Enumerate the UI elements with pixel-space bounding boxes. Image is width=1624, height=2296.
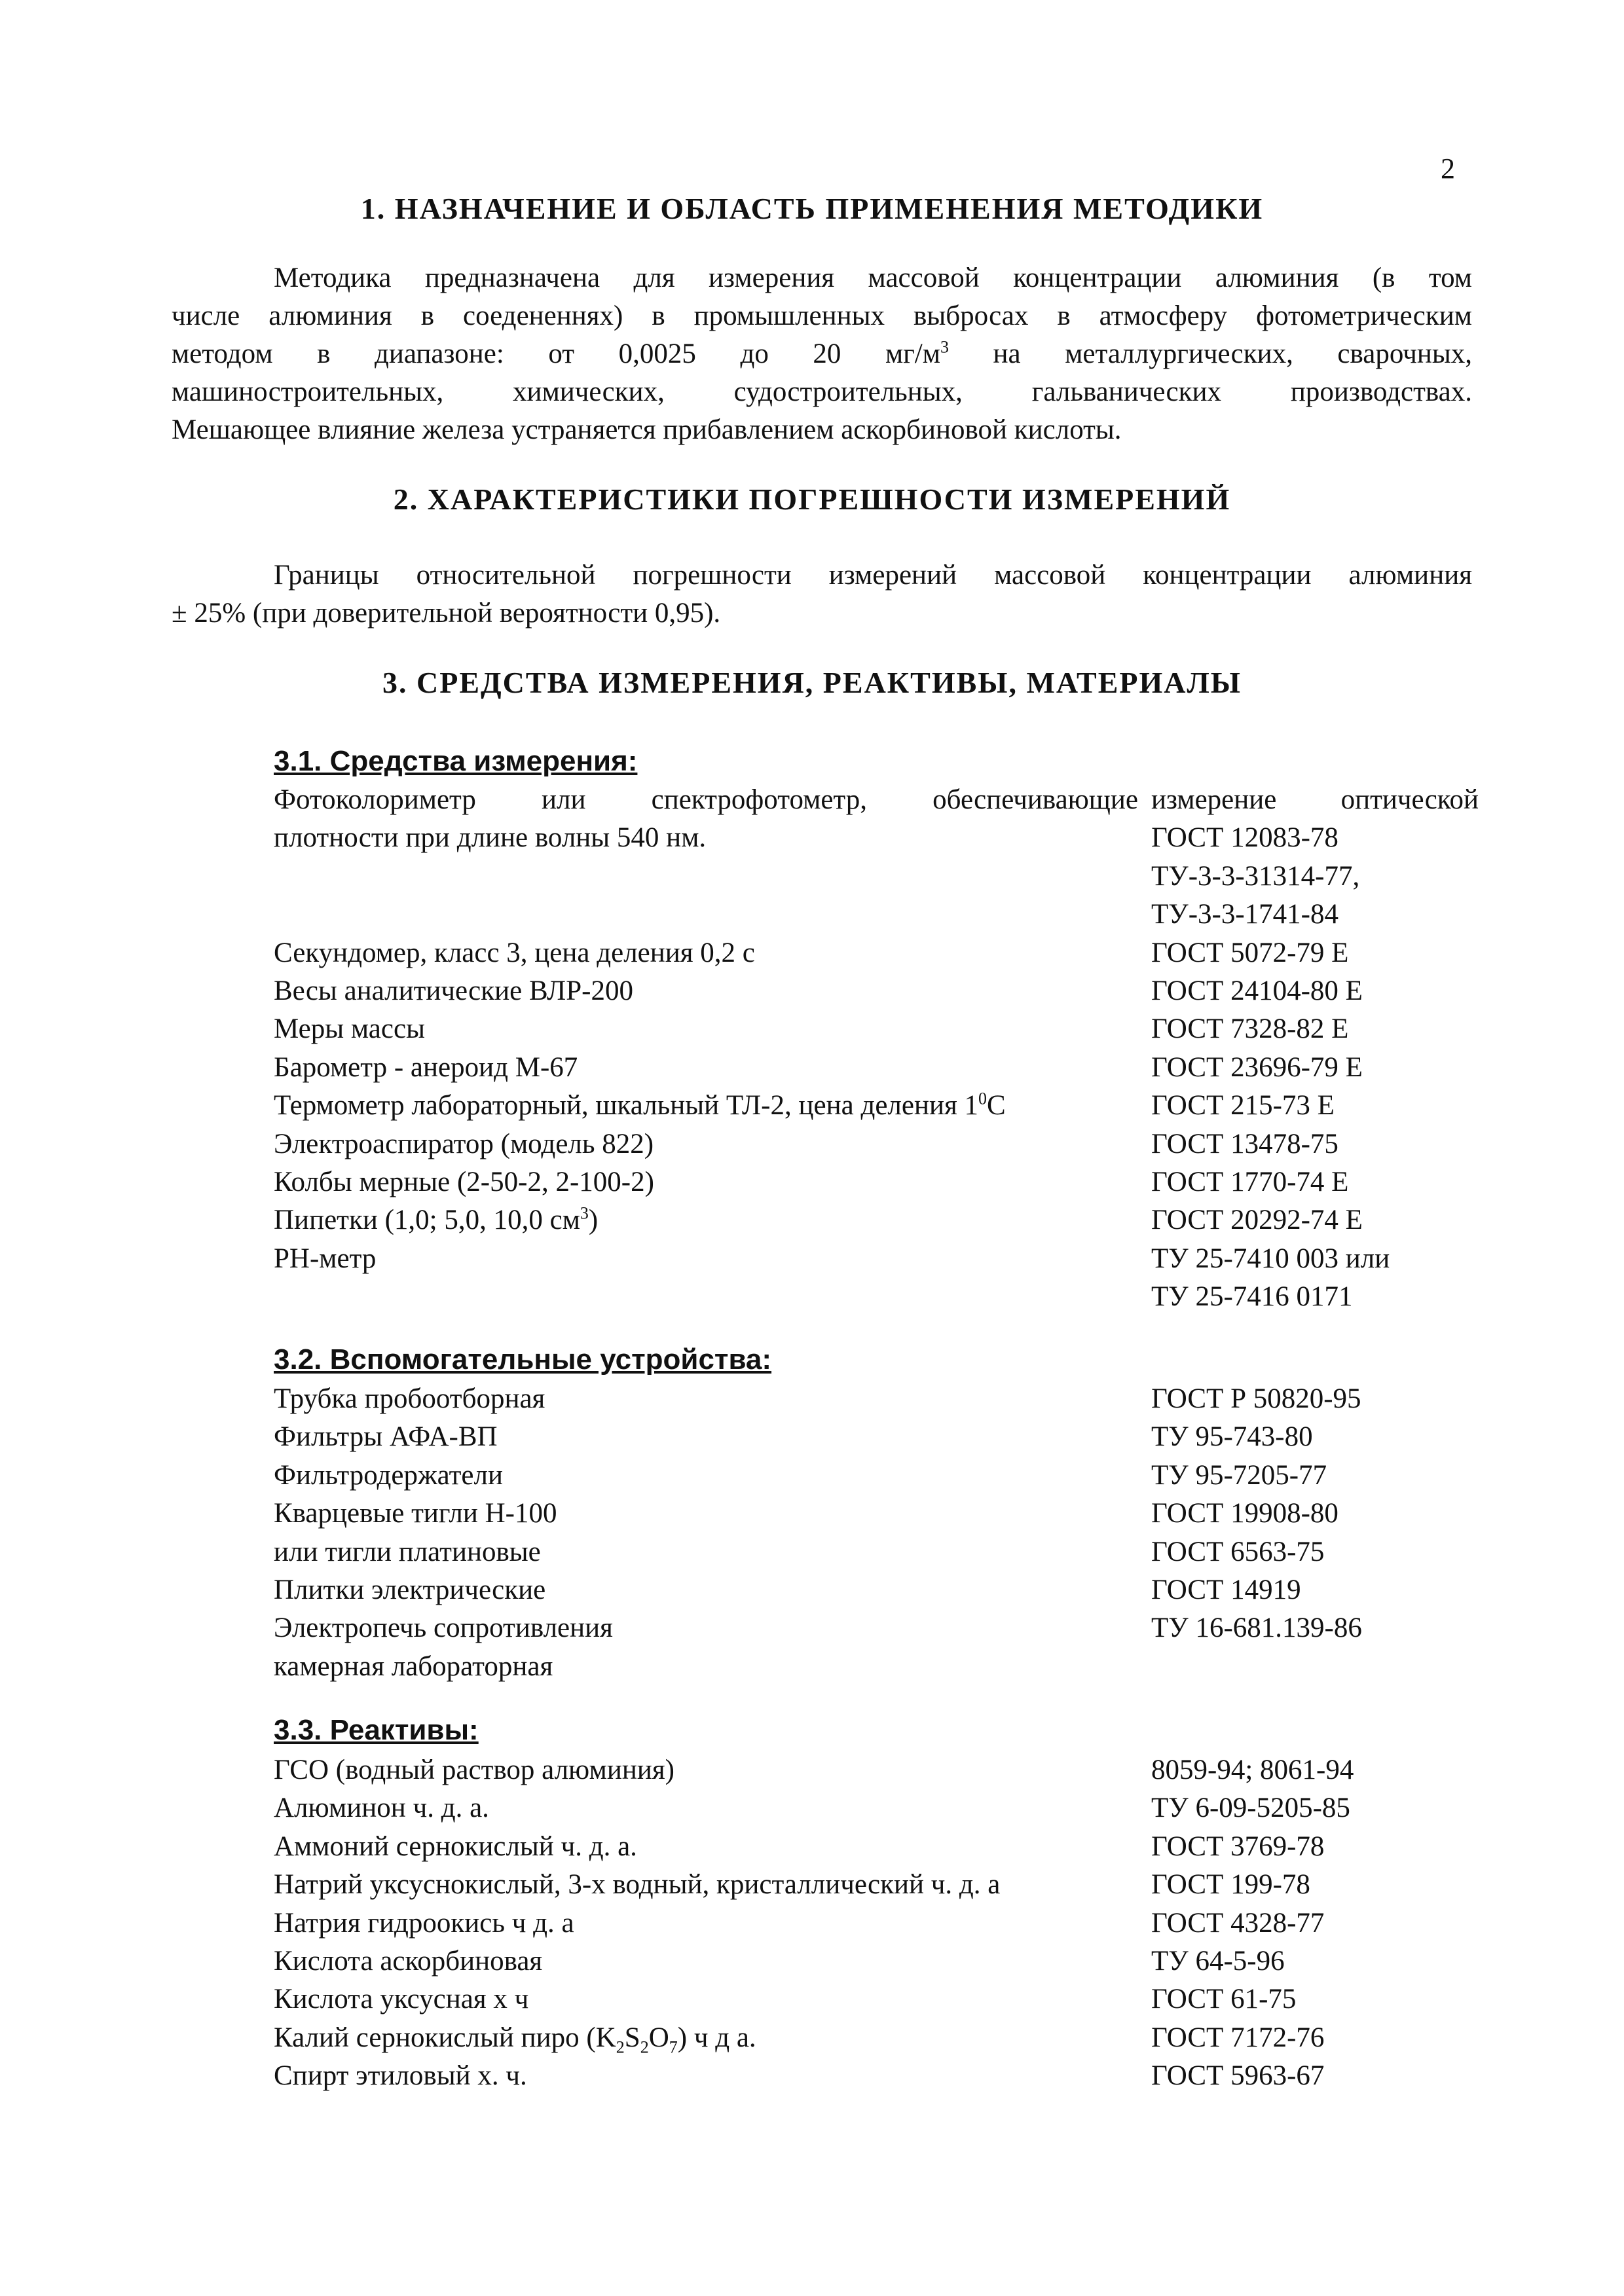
subscript: 2 — [640, 2037, 649, 2057]
item-standard: ТУ 25-7410 003 или — [1151, 1243, 1390, 1274]
page-number: 2 — [1441, 153, 1455, 185]
item-name: Аммоний сернокислый ч. д. а. — [274, 1831, 637, 1862]
item-name: Кислота аскорбиновая — [274, 1945, 543, 1977]
list-item — [274, 781, 1479, 819]
list-item — [274, 1125, 1479, 1163]
paragraph-line: Мешающее влияние железа устраняется прибавлением аскорбиновой кислоты. — [172, 414, 1122, 445]
item-name: Меры массы — [274, 1013, 425, 1045]
auxiliary-devices-list — [274, 1380, 1479, 1686]
item-standard: ГОСТ 199-78 — [1151, 1869, 1310, 1901]
list-item — [274, 1751, 1479, 1789]
reagents-list — [274, 1751, 1479, 2096]
paragraph-line: машиностроительных, химических, судостроительных, гальванических производствах. — [172, 376, 1472, 407]
list-item — [274, 1533, 1479, 1571]
paragraph-line — [172, 335, 1472, 373]
item-name: камерная лабораторная — [274, 1650, 553, 1682]
measurement-tools-list — [274, 781, 1479, 1316]
item-name: Барометр - анероид М-67 — [274, 1051, 578, 1083]
list-item — [274, 1087, 1479, 1125]
list-item — [274, 1278, 1479, 1316]
item-standard: ТУ-3-3-1741-84 — [1151, 899, 1338, 930]
item-name: Электропечь сопротивления — [274, 1613, 613, 1644]
item-standard: ТУ 6-09-5205-85 — [1151, 1793, 1350, 1824]
section-1-title: 1. НАЗНАЧЕНИЕ И ОБЛАСТЬ ПРИМЕНЕНИЯ МЕТОДИКИ — [360, 192, 1264, 225]
item-name: Трубка пробоотборная — [274, 1383, 545, 1414]
list-item — [274, 1789, 1479, 1827]
range-text: методом в диапазоне: от 0,0025 до 20 мг/м — [172, 338, 940, 369]
formula-part: O — [648, 2022, 669, 2053]
item-name: Колбы мерные (2-50-2, 2-100-2) — [274, 1166, 654, 1197]
subsection-3-1-title: 3.1. Средства измерения: — [274, 745, 638, 777]
list-item — [274, 1495, 1479, 1533]
paragraph-line: Границы относительной погрешности измерений массовой концентрации алюминия — [274, 560, 1472, 591]
list-item — [274, 1457, 1479, 1495]
section-2-paragraph — [172, 556, 1472, 632]
item-standard: ГОСТ Р 50820-95 — [1151, 1383, 1361, 1414]
subscript: 2 — [616, 2037, 625, 2057]
item-standard: ГОСТ 12083-78 — [1151, 822, 1338, 854]
item-standard: ГОСТ 4328-77 — [1151, 1907, 1325, 1939]
formula-part: S — [624, 2022, 640, 2053]
item-standard: ГОСТ 5963-67 — [1151, 2060, 1325, 2092]
list-item — [274, 1828, 1479, 1866]
item-standard: ГОСТ 13478-75 — [1151, 1128, 1338, 1159]
subscript: 7 — [669, 2037, 678, 2057]
item-name: Фильтры АФА-ВП — [274, 1421, 498, 1453]
item-standard: ГОСТ 24104-80 Е — [1151, 975, 1363, 1006]
item-standard: ГОСТ 5072-79 Е — [1151, 937, 1349, 968]
item-name: или тигли платиновые — [274, 1536, 541, 1567]
celsius-unit: С — [987, 1090, 1006, 1121]
formula-tail: ) ч д а. — [677, 2022, 756, 2053]
item-standard: ТУ 95-7205-77 — [1151, 1459, 1327, 1491]
subsection-3-2-title: 3.2. Вспомогательные устройства: — [274, 1343, 772, 1376]
item-name: Натрия гидроокись ч д. а — [274, 1907, 574, 1939]
item-standard: ГОСТ 23696-79 Е — [1151, 1051, 1363, 1083]
subsection-3-3-title: 3.3. Реактивы: — [274, 1714, 479, 1746]
item-name: Натрий уксуснокислый, 3-х водный, кристаллический ч. д. а — [274, 1869, 1001, 1901]
pipette-tail: ) — [588, 1205, 599, 1236]
item-standard: ТУ 95-743-80 — [1151, 1421, 1313, 1453]
item-name: Электроаспиратор (модель 822) — [274, 1128, 654, 1159]
item-standard: ТУ 64-5-96 — [1151, 1945, 1285, 1977]
item-standard: ГОСТ 19908-80 — [1151, 1498, 1338, 1529]
list-item — [274, 1942, 1479, 1980]
list-item — [274, 896, 1479, 934]
superscript: 3 — [940, 337, 949, 357]
item-standard: ГОСТ 3769-78 — [1151, 1831, 1325, 1862]
section-3-title: 3. СРЕДСТВА ИЗМЕРЕНИЯ, РЕАКТИВЫ, МАТЕРИАЛЫ — [382, 666, 1242, 699]
list-item — [274, 1163, 1479, 1201]
item-standard: 8059-94; 8061-94 — [1151, 1755, 1354, 1785]
item-standard: ГОСТ 215-73 Е — [1151, 1090, 1335, 1121]
item-standard: ГОСТ 7172-76 — [1151, 2022, 1325, 2053]
list-item — [274, 819, 1479, 857]
list-item — [274, 858, 1479, 896]
item-name: ГСО (водный раствор алюминия) — [274, 1755, 674, 1785]
cubic-superscript: 3 — [580, 1203, 589, 1223]
item-name — [274, 1201, 598, 1239]
list-item — [274, 1240, 1479, 1278]
pipette-text: Пипетки (1,0; 5,0, 10,0 см — [274, 1205, 580, 1236]
list-item — [274, 1571, 1479, 1609]
item-name: Кварцевые тигли Н-100 — [274, 1498, 557, 1529]
item-name: Алюминон ч. д. а. — [274, 1793, 489, 1824]
item-standard: ТУ 16-681.139-86 — [1151, 1613, 1362, 1644]
list-item — [274, 1648, 1479, 1686]
list-item — [274, 1201, 1479, 1239]
item-name: Плитки электрические — [274, 1574, 546, 1605]
list-item — [274, 2057, 1479, 2095]
item-standard: ГОСТ 14919 — [1151, 1574, 1301, 1605]
list-item — [274, 1380, 1479, 1418]
item-name: Спирт этиловый х. ч. — [274, 2060, 527, 2092]
item-name: Фильтродержатели — [274, 1459, 503, 1491]
item-name: Фотоколориметр или спектрофотометр, обеспечивающие — [274, 784, 1138, 815]
list-item — [274, 1980, 1479, 2018]
item-standard: ГОСТ 6563-75 — [1151, 1536, 1325, 1567]
item-standard: измерение оптической — [1151, 784, 1479, 815]
list-item — [274, 1866, 1479, 1904]
paragraph-line: Методика предназначена для измерения массовой концентрации алюминия (в том — [274, 263, 1472, 293]
item-standard: ГОСТ 61-75 — [1151, 1984, 1297, 2015]
reagent-text: Калий сернокислый пиро (K — [274, 2022, 616, 2053]
item-name — [274, 2019, 756, 2057]
item-name: Весы аналитические ВЛР-200 — [274, 975, 633, 1006]
list-item — [274, 1418, 1479, 1456]
list-item — [274, 1049, 1479, 1087]
list-item — [274, 934, 1479, 972]
range-tail: на металлургических, сварочных, — [993, 338, 1473, 369]
degree-superscript: 0 — [978, 1089, 987, 1108]
list-item — [274, 1609, 1479, 1647]
item-standard: ТУ 25-7416 0171 — [1151, 1281, 1353, 1313]
item-standard: ГОСТ 1770-74 Е — [1151, 1166, 1349, 1197]
item-name — [274, 1087, 1006, 1125]
paragraph-line: ± 25% (при доверительной вероятности 0,95). — [172, 598, 721, 629]
list-item — [274, 2019, 1479, 2057]
list-item — [274, 1010, 1479, 1048]
section-2-title: 2. ХАРАКТЕРИСТИКИ ПОГРЕШНОСТИ ИЗМЕРЕНИЙ — [393, 483, 1231, 516]
list-item — [274, 972, 1479, 1010]
paragraph-line: числе алюминия в соедененнях) в промышленных выбросах в атмосферу фотометрическим — [172, 301, 1472, 331]
item-standard: ГОСТ 7328-82 Е — [1151, 1013, 1349, 1045]
item-name: плотности при длине волны 540 нм. — [274, 822, 707, 854]
item-standard: ГОСТ 20292-74 Е — [1151, 1205, 1363, 1236]
item-name: Кислота уксусная х ч — [274, 1984, 529, 2015]
item-name: РН-метр — [274, 1243, 377, 1274]
section-1-paragraph — [172, 259, 1472, 449]
item-standard: ТУ-3-3-31314-77, — [1151, 860, 1360, 892]
list-item — [274, 1904, 1479, 1942]
thermometer-text: Термометр лабораторный, шкальный ТЛ-2, цена деления 1 — [274, 1090, 979, 1121]
item-name: Секундомер, класс 3, цена деления 0,2 с — [274, 937, 755, 968]
